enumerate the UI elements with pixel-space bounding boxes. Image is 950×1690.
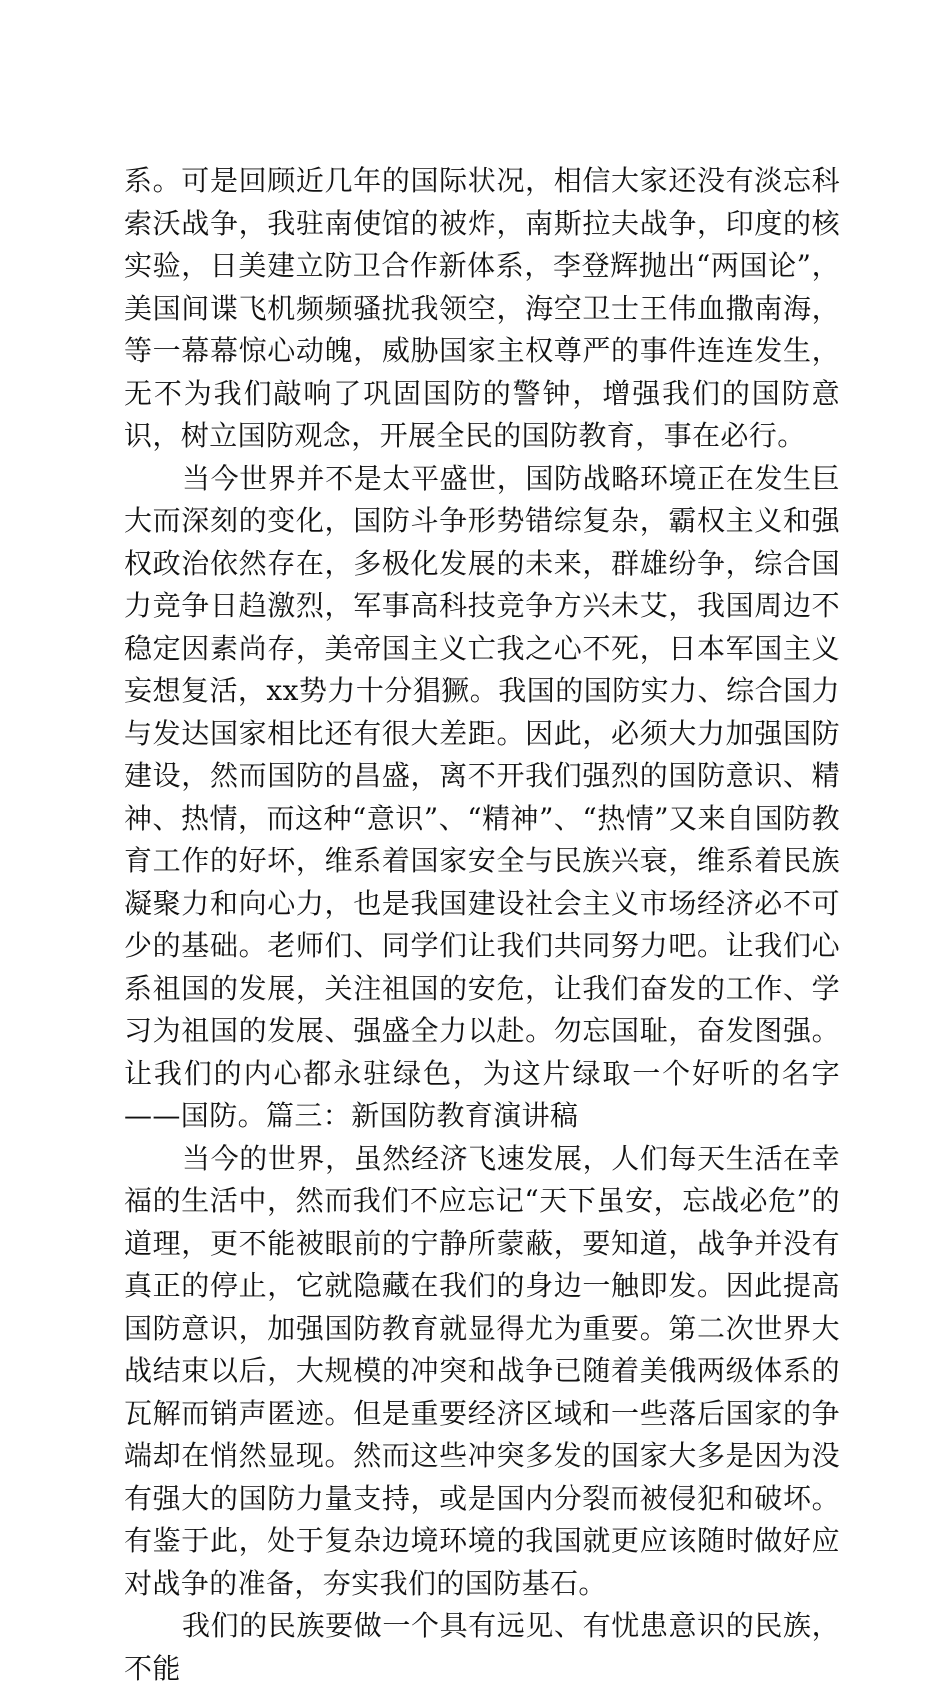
paragraph-2: 当今世界并不是太平盛世，国防战略环境正在发生巨大而深刻的变化，国防斗争形势错综复杂，霸权主义和强权政治依然存在，多极化发展的未来，群雄纷争，综合国力竞争日趋激烈，军事高科技竞争方兴未艾，我国周边不稳定因素尚存，美帝国主义亡我之心不死，日本军国主义妄想复活，xx势力十分猖獗。我国的国防实力、综合国力与发达国家相比还有很大差距。因此，必须大力加强国防建设，然而国防的昌盛，离不开我们强烈的国防意识、精神、热情，而这种“意识”、“精神”、“热情”又来自国防教育工作的好坏，维系着国家安全与民族兴衰，维系着民族凝聚力和向心力，也是我国建设社会主义市场经济必不可少的基础。老师们、同学们让我们共同努力吧。让我们心系祖国的发展，关注祖国的安危，让我们奋发的工作、学习为祖国的发展、强盛全力以赴。勿忘国耻，奋发图强。让我们的内心都永驻绿色，为这片绿取一个好听的名字——国防。篇三：新国防教育演讲稿 (124, 461, 840, 1132)
body-text (124, 160, 840, 1690)
paragraph-1: 系。可是回顾近几年的国际状况，相信大家还没有淡忘科索沃战争，我驻南使馆的被炸，南斯拉夫战争，印度的核实验，日美建立防卫合作新体系，李登辉抛出“两国论”，美国间谍飞机频频骚扰我领空，海空卫士王伟血撒南海，等一幕幕惊心动魄，威胁国家主权尊严的事件连连发生，无不为我们敲响了巩固国防的警钟，增强我们的国防意识，树立国防观念，开展全民的国防教育，事在必行。 (124, 164, 840, 452)
paragraph-3: 当今的世界，虽然经济飞速发展，人们每天生活在幸福的生活中，然而我们不应忘记“天下虽安，忘战必危”的道理，更不能被眼前的宁静所蒙蔽，要知道，战争并没有真正的停止，它就隐藏在我们的身边一触即发。因此提高国防意识，加强国防教育就显得尤为重要。第二次世界大战结束以后，大规模的冲突和战争已随着美俄两级体系的瓦解而销声匿迹。但是重要经济区域和一些落后国家的争端却在悄然显现。然而这些冲突多发的国家大多是因为没有强大的国防力量支持，或是国内分裂而被侵犯和破坏。有鉴于此，处于复杂边境环境的我国就更应该随时做好应对战争的准备，夯实我们的国防基石。 (124, 1141, 840, 1600)
paragraph-4: 我们的民族要做一个具有远见、有忧患意识的民族，不能 (124, 1609, 840, 1685)
